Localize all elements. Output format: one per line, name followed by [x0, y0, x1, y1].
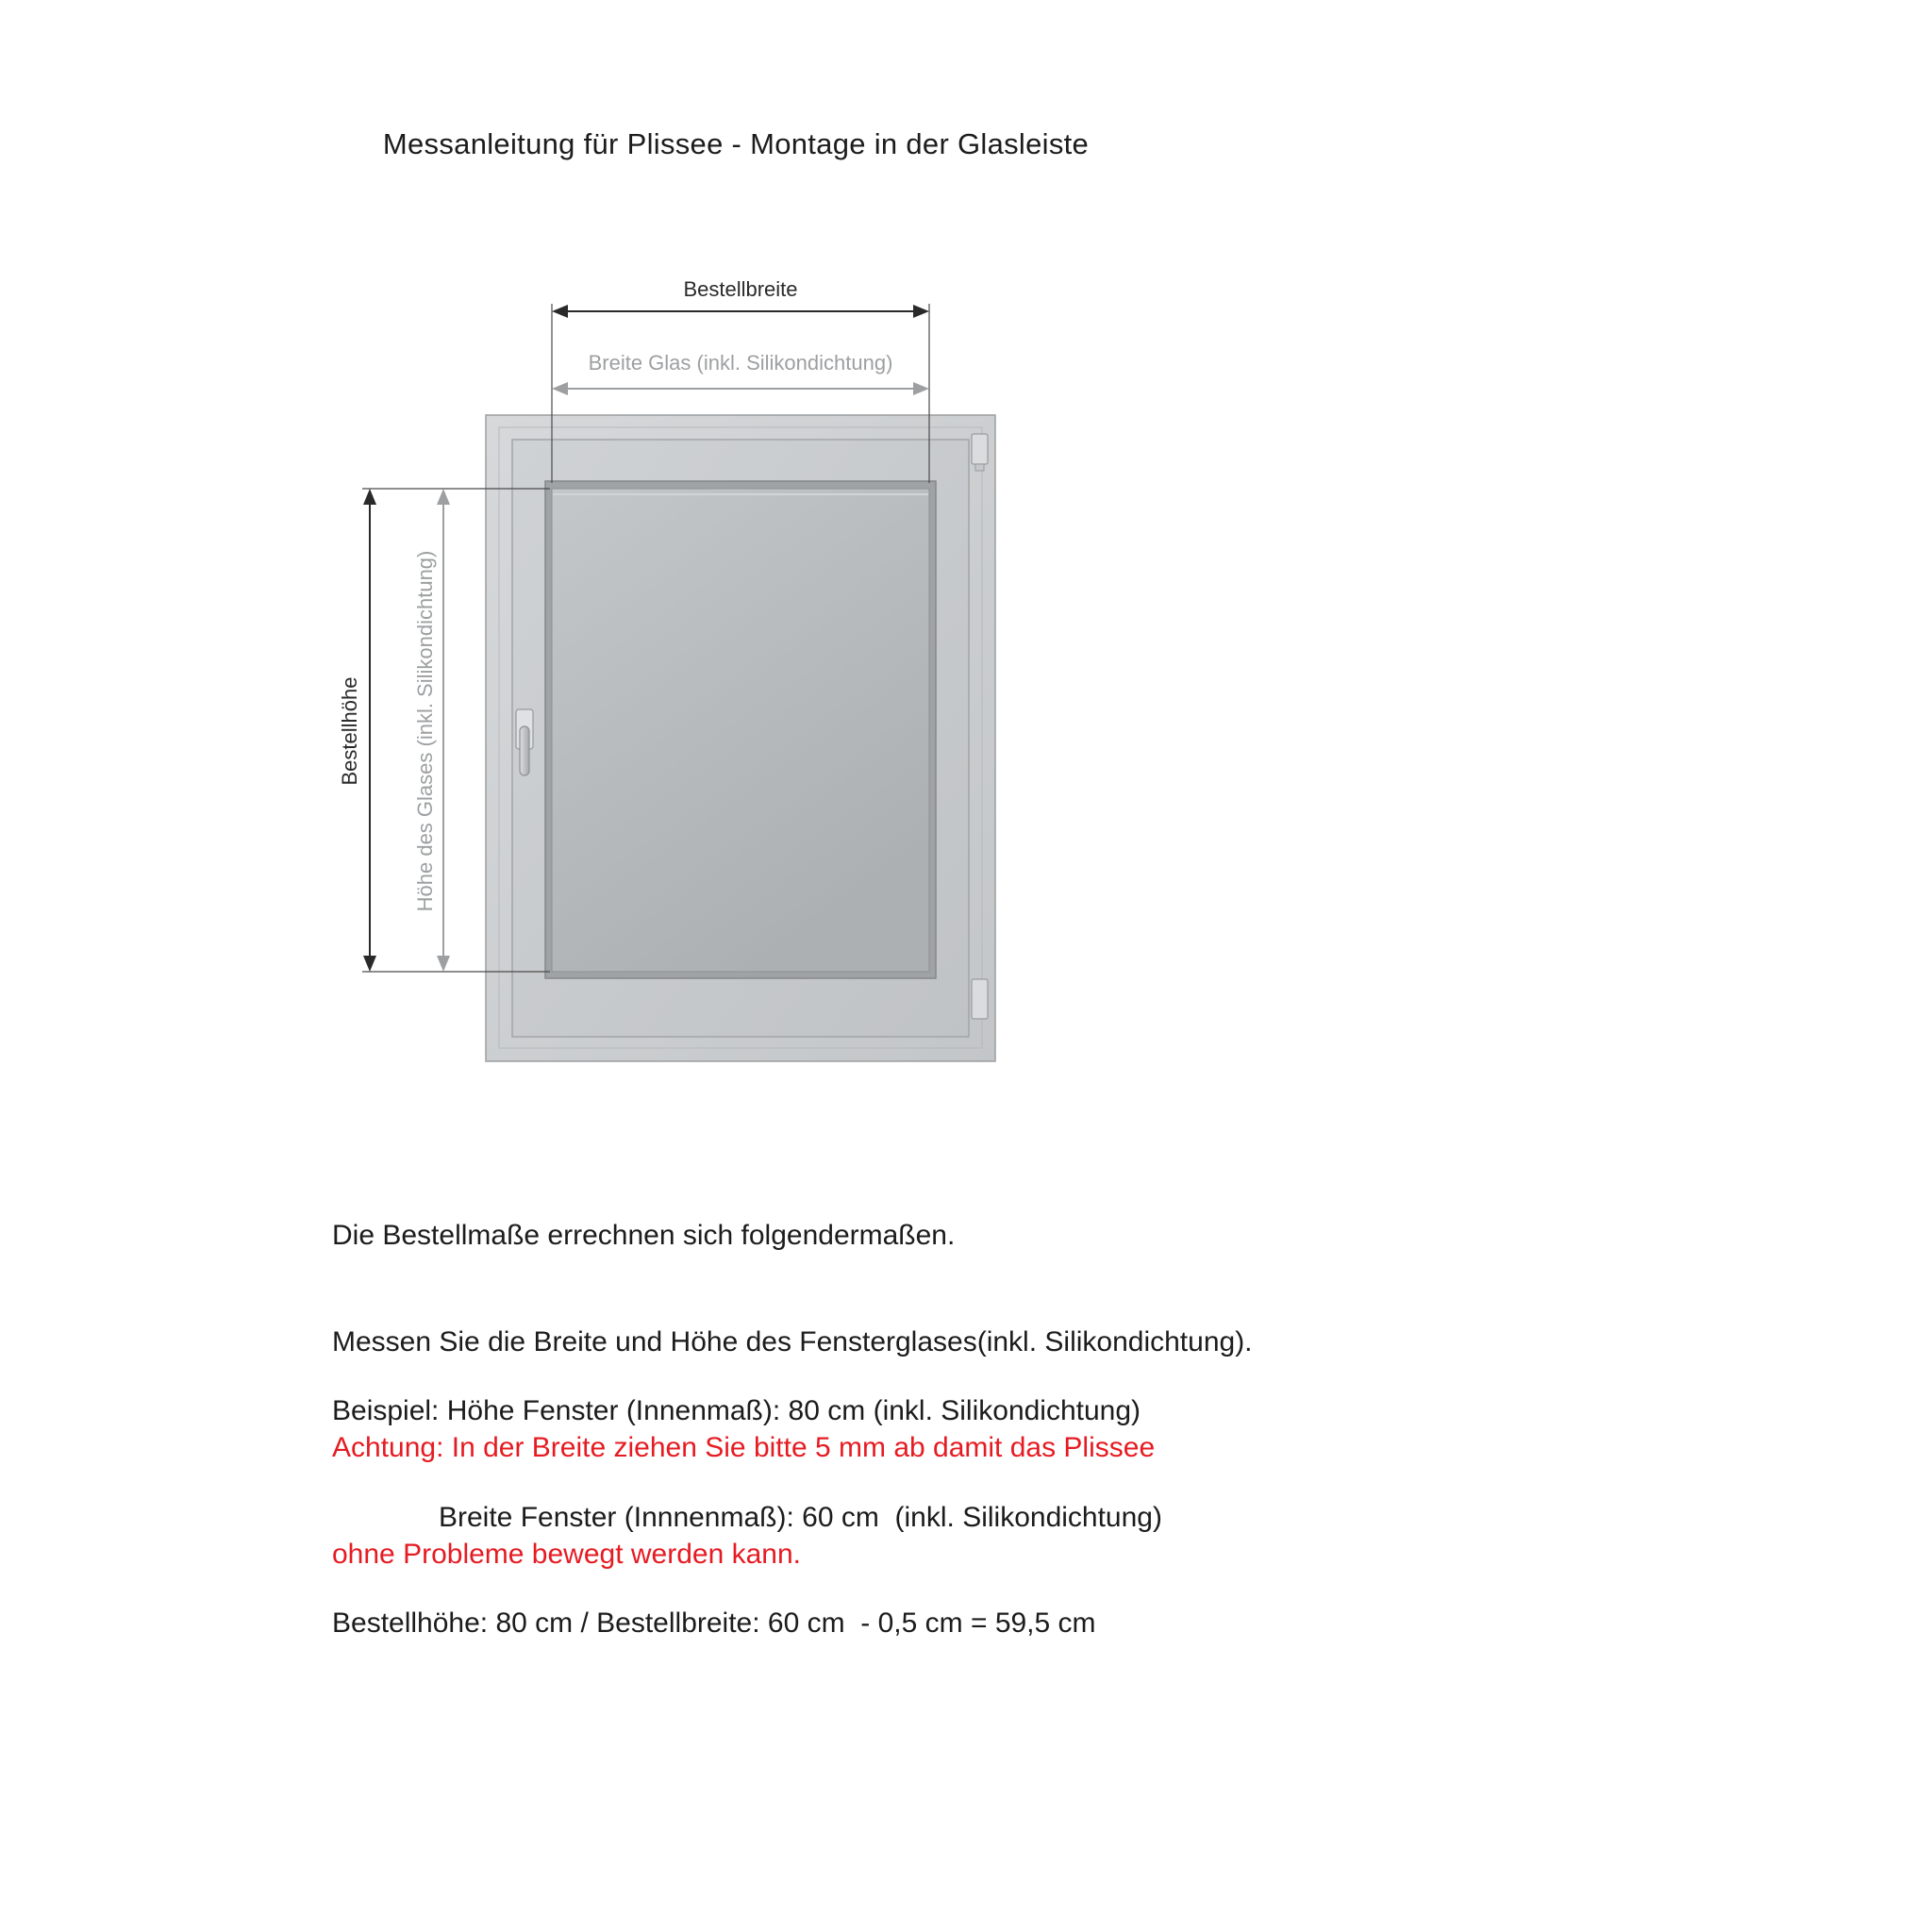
- instruction-line-1: Die Bestellmaße errechnen sich folgendermaßen.: [332, 1220, 956, 1251]
- label-glass-width: Breite Glas (inkl. Silikondichtung): [588, 351, 893, 375]
- label-glass-height: Höhe des Glases (inkl. Silikondichtung): [413, 550, 437, 912]
- example-line-3: Bestellhöhe: 80 cm / Bestellbreite: 60 cm - 0,5 cm = 59,5 cm: [332, 1607, 1096, 1639]
- example-line-1: Beispiel: Höhe Fenster (Innenmaß): 80 cm (inkl. Silikondichtung): [332, 1395, 1141, 1426]
- label-order-height: Bestellhöhe: [338, 676, 361, 786]
- hinge-bottom-icon: [972, 979, 988, 1019]
- page-title: Messanleitung für Plissee - Montage in der Glasleiste: [382, 127, 1090, 160]
- warning-line-1: Achtung: In der Breite ziehen Sie bitte 5 mm ab damit das Plissee: [332, 1432, 1156, 1463]
- dim-order-width: [552, 305, 929, 318]
- warning-line-2: ohne Probleme bewegt werden kann.: [332, 1538, 801, 1570]
- window-illustration: [486, 415, 995, 1061]
- example-line-2: Breite Fenster (Innnenmaß): 60 cm (inkl. Silikondichtung): [439, 1501, 1162, 1533]
- dim-order-height: [363, 489, 376, 972]
- label-order-width: Bestellbreite: [683, 277, 798, 301]
- dim-glass-height: [437, 489, 450, 972]
- window-glass: [552, 489, 929, 972]
- example-block: [332, 1323, 1162, 1712]
- instruction-line-2: Messen Sie die Breite und Höhe des Fensterglases(inkl. Silikondichtung).: [332, 1325, 1253, 1357]
- dim-glass-width: [552, 382, 929, 395]
